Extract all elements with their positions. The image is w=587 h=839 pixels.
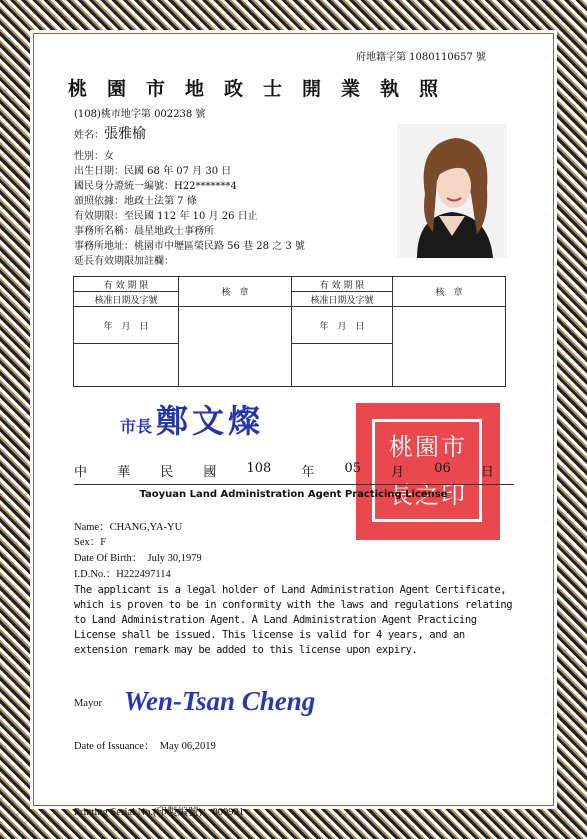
field-extension-note bbox=[74, 255, 174, 268]
date-char: 華 bbox=[117, 465, 131, 480]
extension-stamp-header: 核 章 bbox=[393, 277, 506, 307]
issuance-date: Date of Issuance： May 06,2019 bbox=[74, 741, 216, 752]
license-number: (108)桃市地字第 002238 號 bbox=[74, 109, 206, 120]
extension-date-cell: 年 月 日 bbox=[292, 307, 393, 344]
english-title: Taoyuan Land Administration Agent Practicing License bbox=[139, 489, 448, 500]
english-id: I.D.No.：H222497114 bbox=[74, 569, 171, 580]
field-birth bbox=[74, 165, 231, 178]
field-office-address bbox=[74, 240, 305, 253]
extension-stamp-cell bbox=[179, 307, 292, 387]
mayor-label: Mayor bbox=[74, 698, 102, 709]
date-char: 年 bbox=[301, 465, 315, 480]
field-sex bbox=[74, 150, 114, 163]
field-label: 出生日期： bbox=[74, 166, 124, 177]
field-value: 張雅榆 bbox=[104, 126, 146, 142]
mayor-name: 鄭文燦 bbox=[156, 402, 265, 440]
date-day: 06 bbox=[434, 461, 451, 476]
field-label: 性別： bbox=[74, 151, 104, 162]
mayor-title: 市長 bbox=[120, 417, 153, 436]
document-serial-ref: 府地籍字第 1080110657 號 bbox=[356, 52, 486, 63]
date-char: 民 bbox=[160, 465, 174, 480]
field-basis bbox=[74, 195, 197, 208]
field-label: 姓名： bbox=[74, 130, 104, 141]
english-statement: The applicant is a legal holder of Land Administration Agent Certificate, which is proven to be in conformity with the laws and regulations relating to Land Administration Agent. A Land Administration Agent Practicing License shall be issued. This license is valid for 4 years, and an extension remark may be added to this license upon expiry. bbox=[74, 584, 513, 656]
seal-text: 桃園市長之印 bbox=[389, 433, 467, 509]
field-id bbox=[74, 180, 237, 193]
extension-approval-header: 核准日期及字號 bbox=[74, 292, 179, 307]
field-label: 頒照依據： bbox=[74, 196, 124, 207]
field-office-name bbox=[74, 225, 214, 238]
field-value: H22*******4 bbox=[174, 181, 237, 192]
extension-stamp-header: 核 章 bbox=[179, 277, 292, 307]
extension-stamp-cell bbox=[393, 307, 506, 387]
english-name: Name：CHANG,YA-YU bbox=[74, 522, 183, 533]
mayor-signature-en: Wen-Tsan Cheng bbox=[124, 686, 316, 716]
extension-number-cell bbox=[292, 344, 393, 387]
mayor-signature-zh bbox=[120, 396, 264, 442]
english-sex: Sex：F bbox=[74, 537, 107, 548]
date-year: 108 bbox=[246, 461, 272, 476]
field-label: 延長有效期限加註欄： bbox=[74, 256, 174, 267]
date-char: 月 bbox=[391, 465, 405, 480]
field-validity bbox=[74, 210, 258, 223]
extension-number-cell bbox=[74, 344, 179, 387]
divider bbox=[74, 484, 514, 485]
field-value: 地政士法第 7 條 bbox=[124, 196, 197, 207]
holder-photo bbox=[397, 124, 507, 258]
field-value: 晨星地政士事務所 bbox=[134, 226, 214, 237]
date-char: 日 bbox=[480, 465, 494, 480]
extension-validity-header: 有 效 期 限 bbox=[292, 277, 393, 292]
document-title: 桃園市地政士開業執照 bbox=[68, 78, 459, 100]
date-month: 05 bbox=[344, 461, 362, 476]
extension-date-cell: 年 月 日 bbox=[74, 307, 179, 344]
field-label: 國民身分證統一編號： bbox=[74, 181, 174, 192]
field-value: 民國 68 年 07 月 30 日 bbox=[124, 166, 232, 177]
field-value: 桃園市中壢區榮民路 56 巷 28 之 3 號 bbox=[134, 241, 305, 252]
field-label: 事務所地址： bbox=[74, 241, 134, 252]
field-name bbox=[74, 128, 146, 142]
printing-serial: Printing Serial No.(印製編號)：000991 bbox=[74, 807, 245, 818]
english-dob: Date Of Birth： July 30,1979 bbox=[74, 553, 202, 564]
extension-table bbox=[73, 276, 506, 387]
extension-validity-header: 有 效 期 限 bbox=[74, 277, 179, 292]
date-char: 中 bbox=[74, 465, 88, 480]
portrait-image bbox=[397, 124, 507, 258]
field-value: 至民國 112 年 10 月 26 日止 bbox=[124, 211, 258, 222]
issue-date-zh bbox=[74, 461, 494, 480]
field-value: 女 bbox=[104, 151, 114, 162]
extension-approval-header: 核准日期及字號 bbox=[292, 292, 393, 307]
date-char: 國 bbox=[203, 465, 217, 480]
field-label: 有效期限： bbox=[74, 211, 124, 222]
field-label: 事務所名稱： bbox=[74, 226, 134, 237]
